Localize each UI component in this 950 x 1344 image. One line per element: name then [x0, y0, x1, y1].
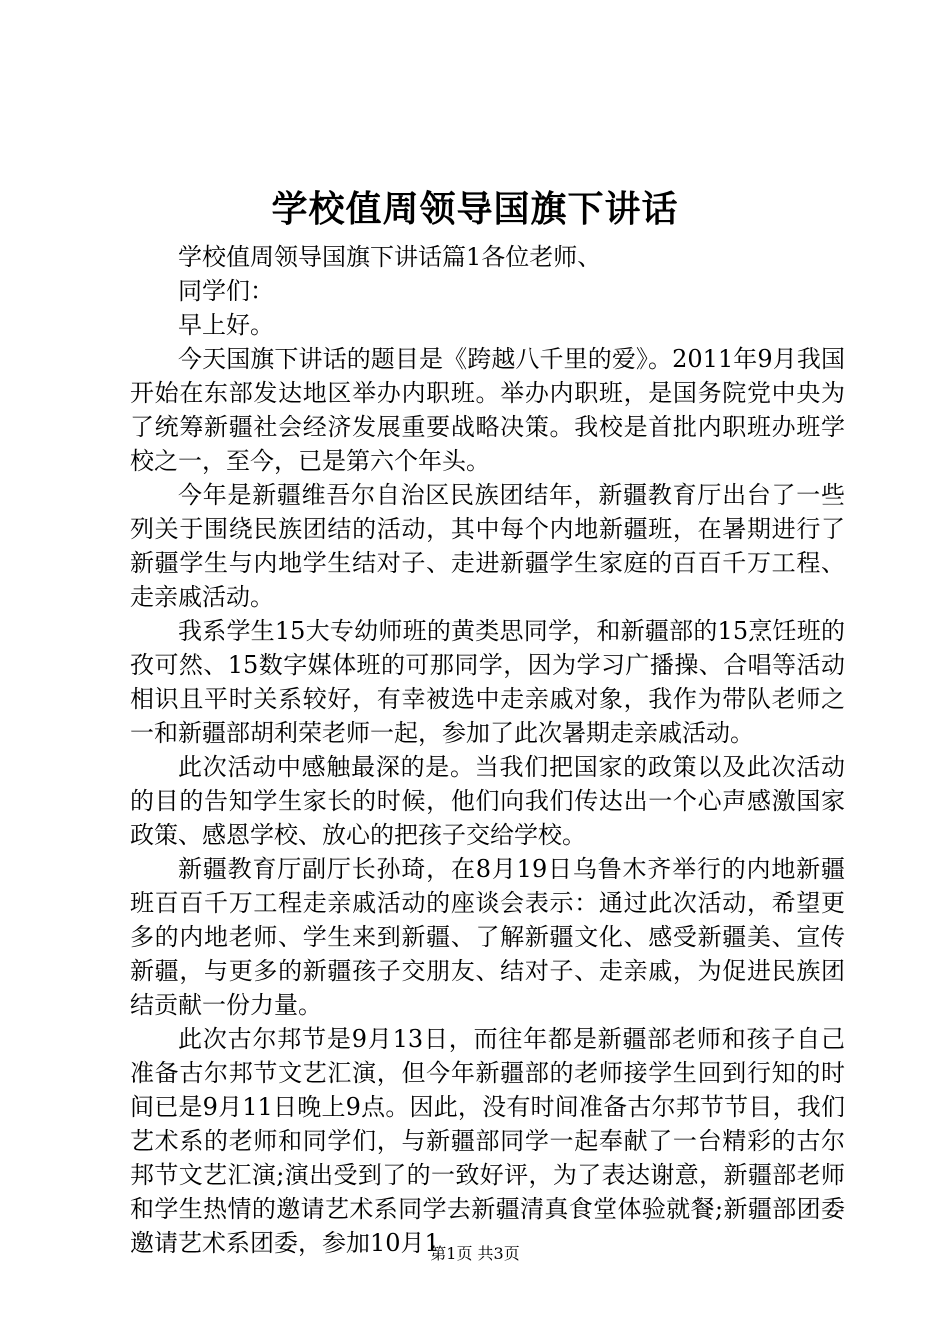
- paragraph: 早上好。: [178, 311, 274, 339]
- paragraph: 同学们：: [178, 277, 274, 305]
- paragraph: 今年是新疆维吾尔自治区民族团结年，新疆教育厅出台了一些列关于围绕民族团结的活动，其中每个内地新疆班，在暑期进行了新疆学生与内地学生结对子、走进新疆学生家庭的百百千万工程、走亲戚活动。: [130, 481, 845, 611]
- paragraph: 此次活动中感触最深的是。当我们把国家的政策以及此次活动的目的告知学生家长的时候，他们向我们传达出一个心声感激国家政策、感恩学校、放心的把孩子交给学校。: [130, 753, 845, 849]
- paragraph: 我系学生15大专幼师班的黄类思同学，和新疆部的15烹饪班的孜可然、15数字媒体班的可那同学，因为学习广播操、合唱等活动相识且平时关系较好，有幸被选中走亲戚对象，我作为带队老师之一和新疆部胡利荣老师一起，参加了此次暑期走亲戚活动。: [130, 617, 845, 747]
- paragraph: 今天国旗下讲话的题目是《跨越八千里的爱》。2011年9月我国开始在东部发达地区举办内职班。举办内职班，是国务院党中央为了统筹新疆社会经济发展重要战略决策。我校是首批内职班办班学校之一，至今，已是第六个年头。: [130, 345, 845, 475]
- document-title: 学校值周领导国旗下讲话: [271, 188, 679, 230]
- paragraph: 学校值周领导国旗下讲话篇1各位老师、: [178, 243, 602, 271]
- paragraph: 此次古尔邦节是9月13日，而往年都是新疆部老师和孩子自己准备古尔邦节文艺汇演，但今年新疆部的老师接学生回到行知的时间已是9月11日晚上9点。因此，没有时间准备古尔邦节节目，我们艺术系的老师和同学们，与新疆部同学一起奉献了一台精彩的古尔邦节文艺汇演;演出受到了的一致好评，为了表达谢意，新疆部老师和学生热情的邀请艺术系同学去新疆清真食堂体验就餐;新疆部团委邀请艺术系团委，参加10月1: [130, 1025, 845, 1257]
- document-body: [130, 240, 845, 1260]
- paragraph: 新疆教育厅副厅长孙琦，在8月19日乌鲁木齐举行的内地新疆班百百千万工程走亲戚活动的座谈会表示：通过此次活动，希望更多的内地老师、学生来到新疆、了解新疆文化、感受新疆美、宣传新疆，与更多的新疆孩子交朋友、结对子、走亲戚，为促进民族团结贡献一份力量。: [130, 855, 845, 1019]
- page-number-footer: 第1页 共3页: [430, 1244, 520, 1263]
